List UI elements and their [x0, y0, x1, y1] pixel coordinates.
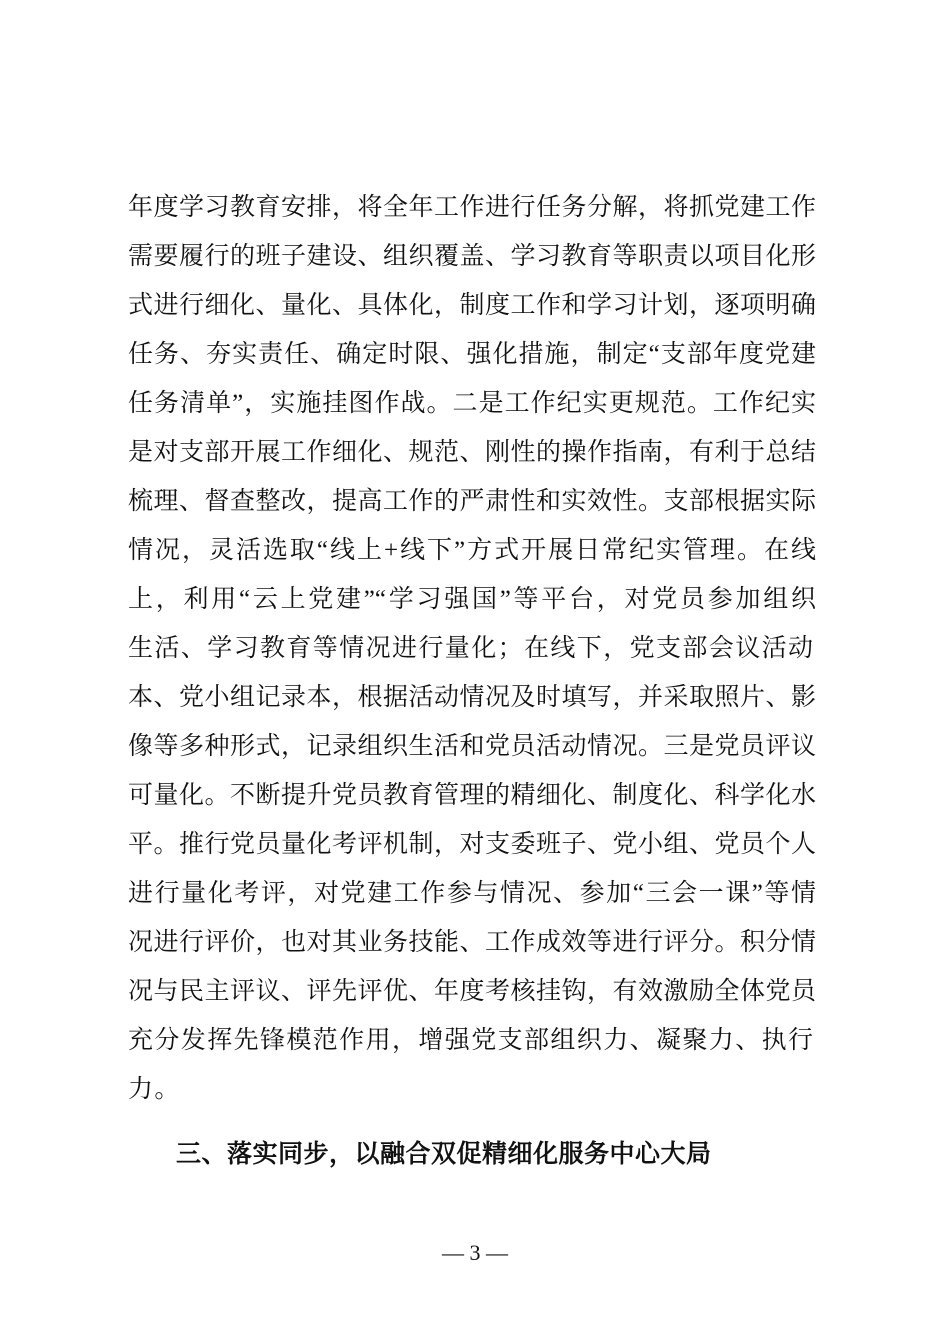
text-line: 本、党小组记录本，根据活动情况及时填写，并采取照片、影 [128, 684, 816, 711]
text-line: 平。推行党员量化考评机制，对支委班子、党小组、党员个人 [128, 831, 816, 858]
body-paragraph [128, 183, 816, 1114]
text-line: 是对支部开展工作细化、规范、刚性的操作指南，有利于总结 [128, 439, 816, 466]
text-line: 式进行细化、量化、具体化，制度工作和学习计划，逐项明确 [128, 292, 816, 319]
text-line: 任务清单”，实施挂图作战。二是工作纪实更规范。工作纪实 [128, 390, 816, 417]
text-line: 任务、夯实责任、确定时限、强化措施，制定“支部年度党建 [128, 341, 816, 368]
text-line: 生活、学习教育等情况进行量化；在线下，党支部会议活动 [128, 635, 815, 662]
text-line: 可量化。不断提升党员教育管理的精细化、制度化、科学化水 [128, 782, 816, 809]
text-line: 情况，灵活选取“线上+线下”方式开展日常纪实管理。在线 [128, 537, 816, 564]
text-line: 年度学习教育安排，将全年工作进行任务分解，将抓党建工作 [128, 194, 816, 221]
text-line: 进行量化考评，对党建工作参与情况、参加“三会一课”等情 [128, 880, 816, 907]
text-line: 况与民主评议、评先评优、年度考核挂钩，有效激励全体党员 [128, 978, 816, 1005]
section-heading: 三、落实同步，以融合双促精细化服务中心大局 [176, 1140, 712, 1168]
text-line: 充分发挥先锋模范作用，增强党支部组织力、凝聚力、执行 [128, 1027, 815, 1054]
text-line: 需要履行的班子建设、组织覆盖、学习教育等职责以项目化形 [128, 243, 816, 270]
text-line: 况进行评价，也对其业务技能、工作成效等进行评分。积分情 [128, 929, 816, 956]
page-number: — 3 — [442, 1240, 508, 1265]
text-line: 梳理、督查整改，提高工作的严肃性和实效性。支部根据实际 [128, 488, 816, 515]
text-line: 像等多种形式，记录组织生活和党员活动情况。三是党员评议 [128, 733, 816, 760]
text-line: 力。 [128, 1076, 181, 1103]
text-line: 上，利用“云上党建”“学习强国”等平台，对党员参加组织 [128, 586, 816, 613]
